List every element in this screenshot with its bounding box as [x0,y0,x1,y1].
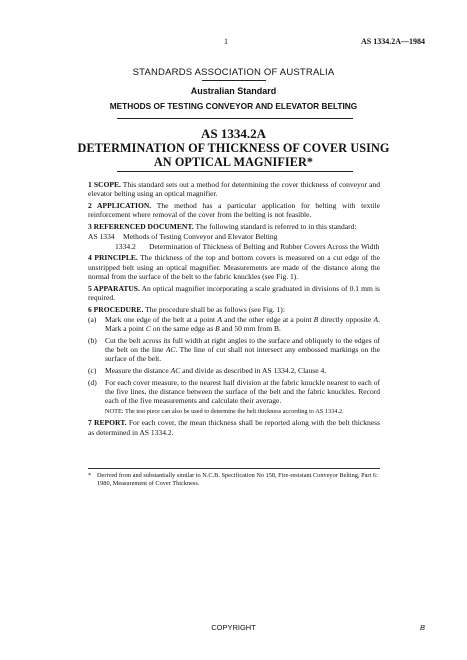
series-title: METHODS OF TESTING CONVEYOR AND ELEVATOR BELTING [109,101,358,111]
running-header-standard-code: AS 1334.2A—1984 [360,37,425,46]
step-text: For each cover measure, to the nearest half division at the fabric knuckle nearest to each of the five lines, the distance between the surface of the belt and the fabric knuckles. Record each of the five measurements and calculate their average. [105,377,380,406]
footnote [88,472,380,488]
section-procedure [88,305,380,314]
section-label: 1 SCOPE. [88,180,121,189]
reference-subentry [88,242,380,251]
section-label: 3 REFERENCED DOCUMENT. [88,221,194,231]
footnote-marker: * [88,472,92,479]
standard-number: AS 1334.2A [200,126,266,141]
section-label: 5 APPARATUS. [88,283,140,293]
organization-name: STANDARDS ASSOCIATION OF AUSTRALIA [132,67,335,78]
reference-code: AS 1334 [88,232,115,242]
page-letter: B [419,623,425,632]
section-scope [88,180,380,199]
title-line-2: AN OPTICAL MAGNIFIER* [153,155,314,169]
main-title [0,126,467,169]
standard-type: Australian Standard [190,86,277,96]
reference-sub-code: 1334.2 [115,241,136,251]
procedure-step-a [88,315,380,334]
procedure-step-c [88,366,380,375]
title-rule-top [117,118,353,119]
footnote-divider [88,468,380,469]
document-body [88,180,380,439]
section-text: The thickness of the top and bottom covers is measured on a cut edge of the unstripped belt using an optical magnifier. Measurements are made of the distance along the normal from the surface of the belt to the fabric knuckles (see Fig. 1). [88,253,380,281]
section-label: 4 PRINCIPLE. [88,253,138,263]
section-text: For each cover, the mean thickness shall be reported along with the belt thickness as determined in AS 1334.2. [88,418,381,437]
step-text: Mark one edge of the belt at a point A and the other edge at a point B directly opposite A. Mark a point C on the same edge as B and 50 mm from B. [105,314,380,334]
section-apparatus [88,284,380,303]
section-text: The following standard is referred to in this standard: [195,221,357,231]
procedure-note: NOTE: The test piece can also be used to determine the belt thickness according to AS 1334.2. [105,408,344,416]
step-marker: (b) [88,335,97,345]
reference-sub-title: Determination of Thickness of Belting and Rubber Covers Across the Width [149,241,380,251]
step-marker: (c) [88,366,97,376]
title-rule-bottom [117,171,353,172]
section-label: 7 REPORT. [88,418,127,428]
section-label: 2 APPLICATION. [88,200,152,210]
title-line-1: DETERMINATION OF THICKNESS OF COVER USING [77,141,390,155]
page-number: 1 [224,37,228,46]
step-text: Cut the belt across its full width at right angles to the surface and obliquely to the edges of the belt on the line AC. The line of cut shall not intersect any embossed markings on the surface of the belt. [105,335,380,364]
section-application [88,201,380,220]
procedure-step-d [88,378,380,406]
section-label: 6 PROCEDURE. [88,304,144,314]
step-marker: (d) [88,377,97,387]
section-principle [88,253,380,281]
section-text: This standard sets out a method for determining the cover thickness of conveyor and elevator belting using an optical magnifier. [88,180,380,199]
organization-divider [202,80,266,81]
reference-entry [88,232,380,241]
reference-title: Methods of Testing Conveyor and Elevator Belting [123,232,278,242]
section-report [88,418,380,437]
footnote-text: Derived from and substantially similar to N.C.B. Specification No 158, Fire-resistant Conveyor Belting, Part 6: 1980, Measurement of Cover Thickness. [97,472,378,487]
section-text: The method has a particular application for belting with textile reinforcement where removal of the cover from the belting is not feasible. [88,200,380,220]
procedure-step-b [88,336,380,364]
step-text: Measure the distance AC and divide as described in AS 1334.2, Clause 4. [105,366,327,376]
copyright-notice: COPYRIGHT [211,623,256,632]
step-marker: (a) [88,314,97,324]
section-referenced-document [88,222,380,231]
section-text: An optical magnifier incorporating a scale graduated in divisions of 0.1 mm is required. [88,283,380,302]
section-text: The procedure shall be as follows (see Fig. 1): [145,304,285,314]
